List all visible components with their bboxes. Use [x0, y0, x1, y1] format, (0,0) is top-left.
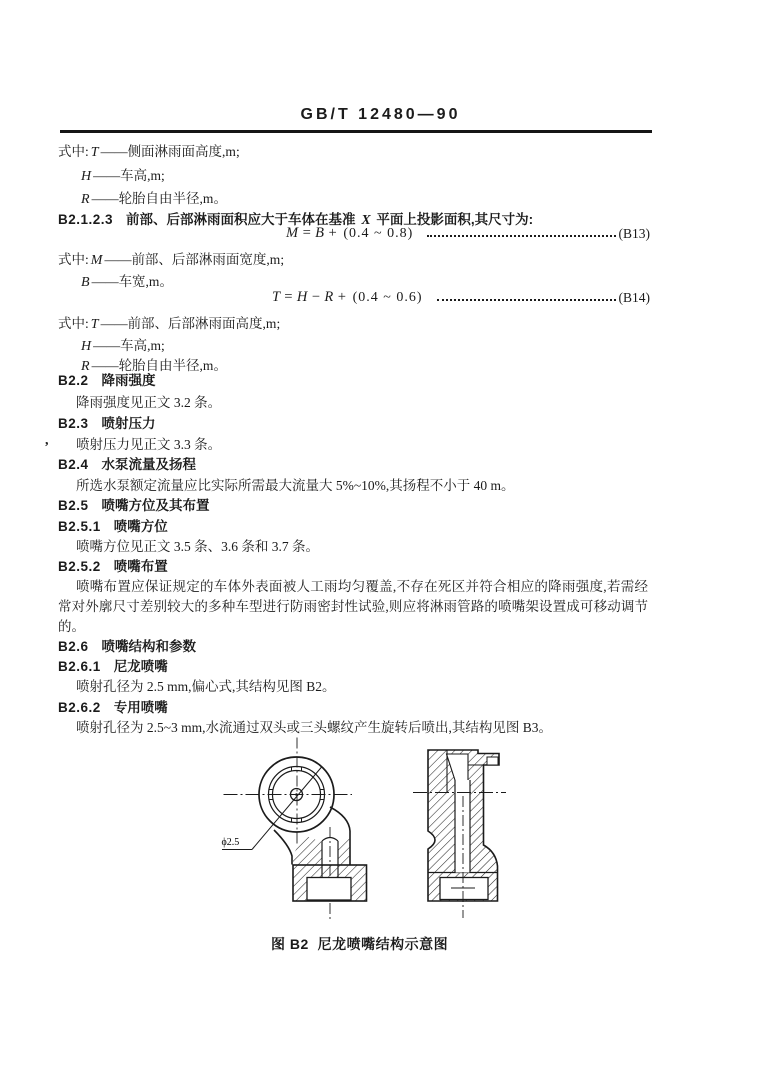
header-rule [60, 130, 652, 133]
section-heading: B2.6.1 尼龙喷嘴 [58, 659, 168, 674]
figure-caption: 图 B2 尼龙喷嘴结构示意图 [271, 936, 449, 952]
dot-leader [427, 235, 615, 237]
section-heading: B2.1.2.3 前部、后部淋雨面积应大于车体在基准 X 平面上投影面积,其尺寸为: [58, 212, 534, 228]
bracket-hatch-right [338, 832, 350, 865]
paragraph-line: 的。 [58, 619, 85, 634]
equation-b14: T = H − R + (0.4 ~ 0.6) (B14) [272, 289, 650, 305]
section-heading: B2.5 喷嘴方位及其布置 [58, 498, 210, 513]
stray-comma-mark: , [45, 433, 49, 448]
text-line: R ——轮胎自由半径,m。 [81, 191, 227, 207]
equation-b13: M = B + (0.4 ~ 0.8) (B13) [286, 225, 650, 241]
text-line: 式中: T ——前部、后部淋雨面高度,m; [58, 316, 281, 332]
cap-notch [487, 757, 498, 765]
nut-bore [307, 878, 351, 901]
section-heading: B2.2 降雨强度 [58, 373, 156, 388]
channel-top-arc [322, 838, 338, 842]
text-line: 式中: M ——前部、后部淋雨面宽度,m; [58, 252, 285, 268]
text-line: B ——车宽,m。 [81, 274, 173, 290]
nut-bore [440, 878, 488, 900]
text-line: 所选水泵额定流量应比实际所需最大流量大 5%~10%,其扬程不小于 40 m。 [76, 478, 515, 493]
text-line: 式中: T ——侧面淋雨面高度,m; [58, 144, 240, 160]
text-line: 喷射孔径为 2.5 mm,偏心式,其结构见图 B2。 [76, 679, 336, 694]
nozzle-front-view [222, 738, 367, 922]
text-line: R ——轮胎自由半径,m。 [81, 358, 227, 374]
section-heading: B2.6.2 专用喷嘴 [58, 700, 168, 715]
section-heading: B2.6 喷嘴结构和参数 [58, 639, 197, 654]
text-line: H ——车高,m; [81, 338, 165, 354]
body-left-outline [274, 830, 292, 865]
nozzle-section-view [413, 750, 506, 918]
dot-leader [437, 299, 616, 301]
text-line: 喷射孔径为 2.5~3 mm,水流通过双头或三头螺纹产生旋转后喷出,其结构见图 B3。 [76, 720, 553, 735]
text-line: 喷射压力见正文 3.3 条。 [76, 437, 222, 452]
text-line: 降雨强度见正文 3.2 条。 [76, 395, 222, 410]
section-heading: B2.3 喷射压力 [58, 416, 156, 431]
section-heading: B2.5.2 喷嘴布置 [58, 559, 168, 574]
standard-number-header: GB/T 12480—90 [300, 106, 461, 123]
dimension-label: ϕ2.5 [221, 837, 240, 848]
section-heading: B2.4 水泵流量及扬程 [58, 457, 197, 472]
paragraph-line: 喷嘴布置应保证规定的车体外表面被人工雨均匀覆盖,不存在死区并符合相应的降雨强度,若需经 [76, 579, 648, 594]
section-heading: B2.5.1 喷嘴方位 [58, 519, 168, 534]
text-line: H ——车高,m; [81, 168, 165, 184]
text-line: 喷嘴方位见正文 3.5 条、3.6 条和 3.7 条。 [76, 539, 319, 554]
flow-channel [455, 780, 470, 873]
paragraph-line: 常对外廓尺寸差别较大的多种车型进行防雨密封性试验,则应将淋雨管路的喷嘴架设置成可移动调节 [58, 599, 648, 614]
figure-b2-drawing [210, 730, 520, 930]
